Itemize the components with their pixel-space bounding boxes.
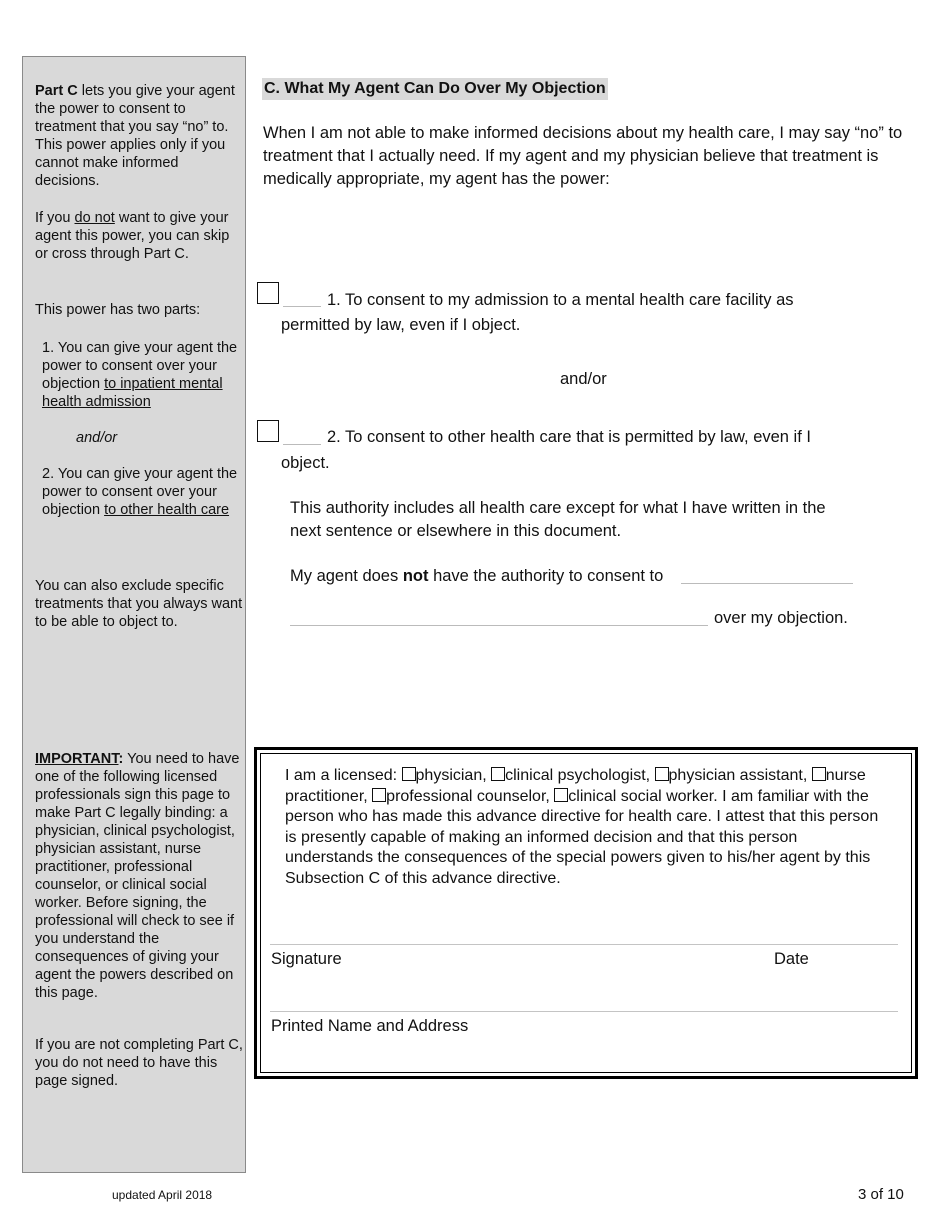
intro-paragraph: When I am not able to make informed decisions about my health care, I may say “no” to treatment that I actually need. If my agent and my physician believe that treatment is medically appropriate, my agent has the power:: [263, 124, 903, 188]
sidebar-intro-bold: Part C: [35, 83, 78, 99]
physician-checkbox[interactable]: [402, 767, 416, 781]
authority-paragraph: This authority includes all health care except for what I have written in the next sentence or elsewhere in this document.: [290, 499, 826, 540]
clinical-social-worker-checkbox[interactable]: [554, 788, 568, 802]
over-objection-text: over my objection.: [714, 609, 848, 627]
sidebar-important: IMPORTANT: You need to have one of the following licensed professionals sign this page to make Part C legally binding: a physician, clinical psychologist, physician assistant, nurse practitioner, professional counselor, or clinical social worker. Before signing, the professional will check to see if you understand the consequences of giving your agent the powers described on this page.: [35, 751, 240, 1001]
printed-name-line[interactable]: [270, 1011, 898, 1012]
option2-text-line1: 2. To consent to other health care that is permitted by law, even if I: [327, 428, 811, 446]
professional-counselor-checkbox[interactable]: [372, 788, 386, 802]
nurse-practitioner-checkbox[interactable]: [812, 767, 826, 781]
sidebar-part1: 1. You can give your agent the power to consent over your objection to inpatient mental health admission: [42, 340, 238, 410]
do-not-underline: do not: [74, 210, 115, 226]
sidebar-part2: 2. You can give your agent the power to consent over your objection to other health care: [42, 466, 238, 518]
section-heading: C. What My Agent Can Do Over My Objection: [262, 78, 608, 100]
printed-name-label: Printed Name and Address: [271, 1017, 469, 1035]
inpatient-admission-underline: to inpatient mental health admission: [42, 376, 223, 410]
sidebar-intro-text: lets you give your agent the power to consent to treatment that you say “no” to. This power applies only if you cannot make informed decisions.: [35, 83, 235, 189]
andor-label: and/or: [560, 370, 607, 388]
page-number: 3 of 10: [858, 1186, 904, 1203]
updated-date: updated April 2018: [112, 1188, 213, 1202]
signature-line[interactable]: [270, 944, 898, 945]
date-label: Date: [774, 950, 809, 968]
option2-checkbox[interactable]: [257, 420, 279, 442]
option2-initial-line[interactable]: [283, 444, 321, 445]
other-health-care-underline: to other health care: [104, 502, 230, 518]
important-label: IMPORTANT: [35, 751, 119, 767]
attestation-statement: I am a licensed: physician, clinical psychologist, physician assistant, nurse practitioner, professional counselor, clinical social worker. I am familiar with the person who has made this advance directive for health care. I attest that this person is presently capable of making an informed decision and that this person understands the consequences of the special powers given to his/her agent by this Subsection C of this advance directive.: [285, 767, 879, 887]
sidebar-guidance: [22, 56, 246, 1173]
not-authority-sentence: My agent does not have the authority to consent to: [290, 567, 664, 585]
option2-text-line2: object.: [281, 454, 330, 472]
option1-text-line1: 1. To consent to my admission to a mental health care facility as: [327, 291, 794, 309]
clinical-psychologist-checkbox[interactable]: [491, 767, 505, 781]
sidebar-intro: [35, 82, 243, 190]
sidebar-skip-note: If you do not want to give your agent this power, you can skip or cross through Part C.: [35, 210, 230, 262]
sidebar-not-completing: If you are not completing Part C, you do not need to have this page signed.: [35, 1037, 243, 1089]
option1-text-line2: permitted by law, even if I object.: [281, 316, 521, 334]
option1-checkbox[interactable]: [257, 282, 279, 304]
physician-assistant-checkbox[interactable]: [655, 767, 669, 781]
sidebar-andor: and/or: [76, 430, 118, 446]
excluded-treatment-line-1[interactable]: [681, 583, 853, 584]
excluded-treatment-line-2[interactable]: [290, 625, 708, 626]
sidebar-exclude-note: You can also exclude specific treatments that you always want to be able to object to.: [35, 578, 243, 630]
option1-initial-line[interactable]: [283, 306, 321, 307]
signature-label: Signature: [271, 950, 342, 968]
sidebar-two-parts: This power has two parts:: [35, 302, 201, 318]
